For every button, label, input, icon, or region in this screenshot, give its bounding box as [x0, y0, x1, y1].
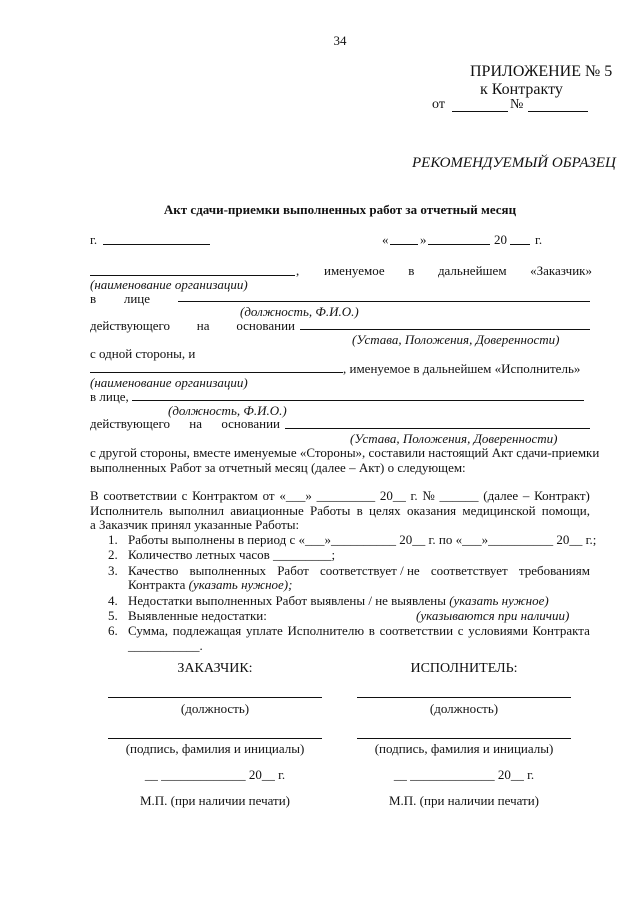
item-3-line1: [128, 564, 590, 577]
date-close-quote: »: [420, 232, 427, 247]
contract-word: помощи,: [541, 503, 590, 518]
appendix-from-label: от: [432, 97, 445, 112]
org1-comma: ,: [296, 263, 300, 278]
item-word: с: [457, 623, 464, 638]
contract-word: _________: [316, 488, 376, 503]
org2-person-line: [132, 400, 584, 401]
org1-name-line: [90, 275, 295, 276]
org1-in-person-word: в: [90, 291, 97, 306]
item-text: [128, 594, 549, 607]
org2-in-person: в лице,: [90, 389, 129, 404]
contract-word: 20__: [379, 488, 406, 503]
org1-person-caption: (должность, Ф.И.О.): [240, 304, 359, 319]
item-text: Работы выполнены в период с «___»__________ 20__ г. по «___»__________ 20__ г.;: [128, 532, 597, 547]
item-number: 6.: [108, 623, 118, 638]
contract-word: ______: [439, 488, 479, 503]
org1-acting-word: действующего: [90, 318, 170, 333]
item-3-contract-word: Контракта: [128, 577, 186, 592]
contractor-date: __ _____________ 20__ г.: [393, 767, 535, 782]
item-number: 1.: [108, 532, 118, 547]
contract-word: Контрактом: [192, 488, 258, 503]
org2-name-line: [90, 372, 343, 373]
org1-in-person-word: лице: [123, 291, 150, 306]
item-word: Контракта: [532, 623, 590, 638]
customer-stamp: М.П. (при наличии печати): [139, 793, 291, 808]
item-word: условиями: [468, 623, 528, 638]
appendix-number-line: [528, 111, 588, 112]
date-suffix: г.: [535, 232, 543, 247]
contract-word: выполнил: [168, 503, 225, 518]
org1-named-word: именуемое: [324, 263, 385, 278]
org2-acting: [90, 417, 280, 430]
one-side-text: с одной стороны, и: [90, 346, 196, 361]
item-6-line1: [128, 624, 590, 637]
org1-name-caption: (наименование организации): [90, 277, 248, 292]
contractor-party-label: ИСПОЛНИТЕЛЬ:: [410, 661, 518, 676]
item-text: Выявленные недостатки:: [128, 608, 267, 623]
org2-named-text: , именуемое в дальнейшем «Исполнитель»: [343, 361, 581, 376]
contractor-stamp: М.П. (при наличии печати): [388, 793, 540, 808]
document-title: Акт сдачи-приемки выполненных работ за отчетный месяц: [163, 202, 517, 217]
item-3-choose-note: (указать нужное);: [188, 577, 293, 592]
item-word: уплате: [245, 623, 283, 638]
date-day-line: [390, 244, 418, 245]
customer-position-caption: (должность): [180, 701, 250, 716]
item-3-line2: [128, 578, 292, 591]
parties-paragraph-line: с другой стороны, вместе именуемые «Стороны», составили настоящий Акт сдачи-приемки: [90, 445, 600, 460]
contractor-signature-caption: (подпись, фамилия и инициалы): [374, 741, 554, 756]
item-word: соответствии: [379, 623, 454, 638]
contract-paragraph-line1: [90, 489, 590, 502]
appendix-number-label: №: [510, 97, 524, 112]
appendix-title: ПРИЛОЖЕНИЕ № 5: [470, 63, 613, 80]
item-word: в: [368, 623, 375, 638]
contract-word: В: [90, 488, 99, 503]
date-year-prefix: 20: [494, 232, 507, 247]
date-open-quote: «: [382, 232, 389, 247]
contract-word: соответствии: [103, 488, 177, 503]
item-word: соответствует / не: [319, 563, 420, 578]
appendix-to-contract: к Контракту: [480, 81, 563, 98]
item-4-text: Недостатки выполненных Работ выявлены / не выявлены: [128, 593, 446, 608]
contract-word: «___»: [279, 488, 312, 503]
contract-word: оказания: [406, 503, 457, 518]
customer-signature-line: [108, 738, 322, 739]
item-number: 4.: [108, 593, 118, 608]
item-word: выполненных: [189, 563, 267, 578]
date-year-line: [510, 244, 530, 245]
org1-named-word: «Заказчик»: [530, 263, 592, 278]
org1-basis-line: [300, 329, 590, 330]
customer-signature-caption: (подпись, фамилия и инициалы): [125, 741, 305, 756]
org2-basis-line: [285, 428, 590, 429]
org2-person-caption: (должность, Ф.И.О.): [168, 403, 287, 418]
page-number: 34: [333, 33, 347, 48]
org1-acting-word: на: [196, 318, 210, 333]
org1-person-line: [178, 301, 590, 302]
item-word: Исполнителю: [287, 623, 365, 638]
item-word: требованиям: [518, 563, 590, 578]
org2-acting-word: на: [189, 416, 203, 431]
customer-position-line: [108, 697, 322, 698]
item-word: Качество: [128, 563, 179, 578]
contractor-position-line: [357, 697, 571, 698]
contract-word: целях: [368, 503, 401, 518]
contract-paragraph-line3: а Заказчик принял указанные Работы:: [90, 517, 300, 532]
contract-word: г.: [410, 488, 418, 503]
parties-paragraph-line: выполненных Работ за отчетный месяц (далее – Акт) о следующем:: [90, 460, 466, 475]
item-6-line2: ___________.: [128, 638, 203, 653]
city-prefix: г.: [90, 232, 98, 247]
org1-acting: [90, 319, 295, 332]
date-month-line: [428, 244, 490, 245]
org2-acting-word: действующего: [90, 416, 170, 431]
item-word: подлежащая: [172, 623, 242, 638]
org1-acting-word: основании: [236, 318, 295, 333]
org2-acting-word: основании: [221, 416, 280, 431]
appendix-date-line: [452, 111, 508, 112]
customer-date: __ _____________ 20__ г.: [144, 767, 286, 782]
contractor-signature-line: [357, 738, 571, 739]
item-number: 2.: [108, 547, 118, 562]
contractor-position-caption: (должность): [429, 701, 499, 716]
sample-label: РЕКОМЕНДУЕМЫЙ ОБРАЗЕЦ: [412, 155, 616, 171]
org1-named-row: [324, 264, 592, 277]
org2-basis-caption: (Устава, Положения, Доверенности): [350, 431, 558, 446]
org1-in-person: [90, 292, 150, 305]
customer-party-label: ЗАКАЗЧИК:: [177, 661, 253, 676]
item-word: Работ: [277, 563, 309, 578]
contract-word: №: [422, 488, 435, 503]
org1-named-word: дальнейшем: [437, 263, 507, 278]
item-4-choose-note: (указать нужное): [449, 593, 549, 608]
item-5-note: (указываются при наличии): [416, 608, 570, 623]
contract-word: от: [262, 488, 275, 503]
item-word: соответствует: [430, 563, 508, 578]
contract-word: Работы: [309, 503, 351, 518]
org1-named-word: в: [408, 263, 415, 278]
contract-word: –: [522, 488, 530, 503]
item-text: Количество летных часов _________;: [128, 547, 336, 562]
contract-word: Контракт): [534, 488, 590, 503]
item-number: 3.: [108, 563, 118, 578]
item-number: 5.: [108, 608, 118, 623]
item-word: Сумма,: [128, 623, 169, 638]
contract-paragraph-line2: [90, 504, 590, 517]
org1-basis-caption: (Устава, Положения, Доверенности): [352, 332, 560, 347]
contract-word: с: [181, 488, 188, 503]
contract-word: медицинской: [462, 503, 536, 518]
contract-word: Исполнитель: [90, 503, 163, 518]
contract-word: (далее: [483, 488, 519, 503]
contract-word: в: [356, 503, 363, 518]
contract-word: авиационные: [230, 503, 304, 518]
org2-name-caption: (наименование организации): [90, 375, 248, 390]
city-line: [103, 244, 210, 245]
